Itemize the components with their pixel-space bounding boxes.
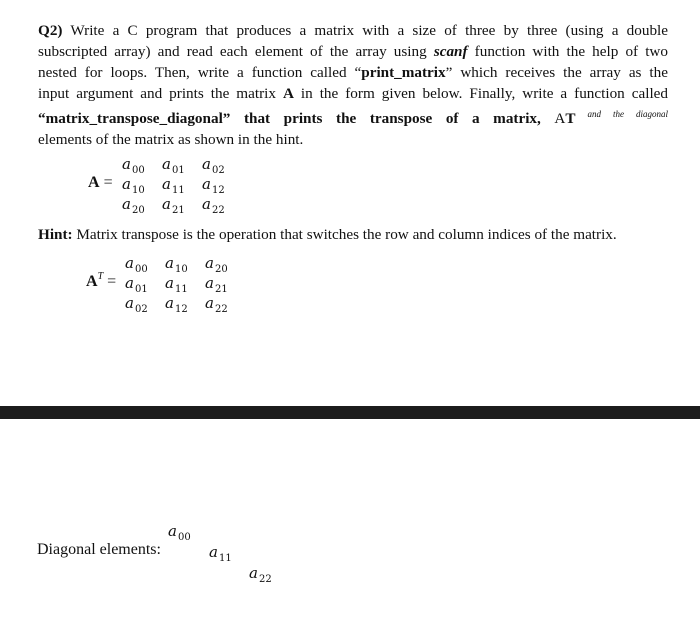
matrix-at-cell: $a_{21}$ — [205, 274, 228, 295]
matrix-at-cell: $a_{01}$ — [125, 274, 148, 295]
question-line-4: input argument and prints the matrix A in the form given below. Finally, write a function called — [38, 85, 669, 102]
matrix-a-cell: $a_{02}$ — [202, 155, 225, 176]
matrix-a-cell: $a_{20}$ — [122, 195, 145, 216]
diagonal-element: $a_{11}$ — [209, 543, 232, 564]
question-line-3: nested for loops. Then, write a function called “print_matrix” which receives the array as the — [38, 64, 668, 81]
matrix-a-cell: $a_{11}$ — [162, 175, 185, 196]
matrix-a-cell: $a_{01}$ — [162, 155, 185, 176]
matrix-a-cell: $a_{21}$ — [162, 195, 185, 216]
transpose-function-name: matrix_transpose_diagonal — [45, 110, 223, 128]
section-divider — [0, 406, 700, 419]
hint-text: Hint: Matrix transpose is the operation that switches the row and column indices of the matrix. — [38, 226, 617, 243]
diagonal-element: $a_{00}$ — [168, 522, 191, 543]
matrix-a-cell: $a_{12}$ — [202, 175, 225, 196]
question-line-2: subscripted array) and read each element of the array using scanf function with the help of two — [38, 43, 668, 60]
question-line-6: elements of the matrix as shown in the hint. — [38, 131, 304, 149]
matrix-a-label: A = — [88, 174, 113, 191]
question-line-1: Q2) Write a C program that produces a matrix with a size of three by three (using a double — [38, 22, 668, 39]
diagonal-element: $a_{22}$ — [249, 564, 272, 585]
matrix-at-label: $A^T$ = — [86, 271, 117, 290]
matrix-at-cell: $a_{02}$ — [125, 294, 148, 315]
print-matrix-name: print_matrix — [361, 64, 446, 81]
matrix-at-cell: $a_{00}$ — [125, 254, 148, 275]
question-line-5: “matrix_transpose_diagonal” that prints the transpose of a matrix, AT $^{and the diagonal}$ — [38, 109, 668, 128]
matrix-a-symbol: A — [282, 85, 294, 102]
matrix-at-cell: $a_{10}$ — [165, 254, 188, 275]
matrix-at-cell: $a_{11}$ — [165, 274, 188, 295]
hint-label: Hint: — [38, 226, 73, 243]
matrix-a-cell: $a_{22}$ — [202, 195, 225, 216]
matrix-a-cell: $a_{10}$ — [122, 175, 145, 196]
diagonal-label: Diagonal elements: — [37, 541, 161, 558]
matrix-at-cell: $a_{12}$ — [165, 294, 188, 315]
matrix-at-cell: $a_{20}$ — [205, 254, 228, 275]
question-number: Q2) — [38, 22, 63, 39]
matrix-at-cell: $a_{22}$ — [205, 294, 228, 315]
matrix-a-cell: $a_{00}$ — [122, 155, 145, 176]
question-text — [38, 20, 668, 150]
scanf-keyword: scanf — [433, 43, 468, 60]
